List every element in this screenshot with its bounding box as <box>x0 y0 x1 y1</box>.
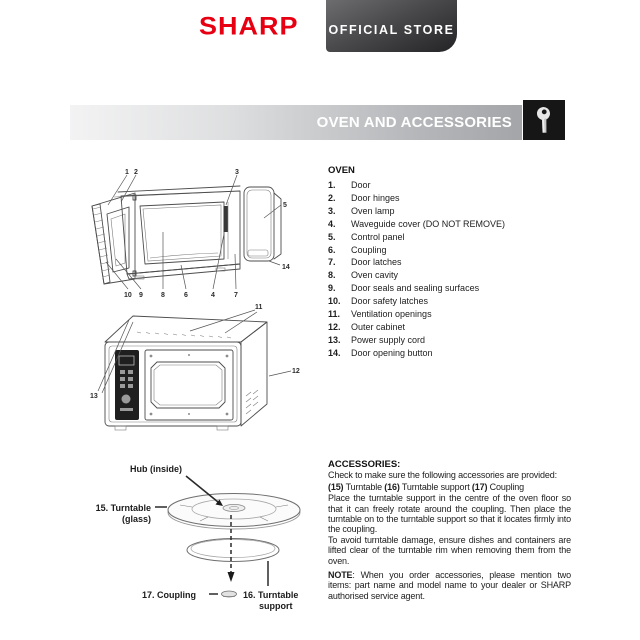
support-label: 16. Turntable <box>243 590 299 600</box>
turntable-label: 15. Turntable <box>95 503 151 513</box>
list-item: 14. Door opening button <box>328 347 433 358</box>
accessories-heading: ACCESSORIES: <box>328 459 401 470</box>
list-item: 3. Oven lamp <box>328 205 395 216</box>
callout-14: 14 <box>282 264 290 271</box>
control-panel-front <box>115 350 139 420</box>
list-item: 9. Door seals and sealing surfaces <box>328 283 480 294</box>
section-title-bar <box>70 105 522 140</box>
callout-10: 10 <box>124 292 132 299</box>
list-item: 2. Door hinges <box>328 192 400 203</box>
accessories-note: NOTE: When you order accessories, please mention two items: part name and model name to your dealer or SHARP authorised service agent. <box>328 570 571 601</box>
accessories-intro: Check to make sure the following accessories are provided: <box>328 470 557 481</box>
oven-heading: OVEN <box>328 165 355 176</box>
callout-11: 11 <box>255 304 263 311</box>
control-panel <box>244 187 281 261</box>
coupling-part <box>222 591 237 597</box>
key-icon <box>532 105 556 135</box>
open-oven-diagram <box>88 162 318 302</box>
callout-12: 12 <box>292 368 300 375</box>
list-item: 13. Power supply cord <box>328 334 426 345</box>
callout-2: 2 <box>134 169 138 176</box>
section-icon-tile <box>523 100 565 140</box>
accessories-paragraph: To avoid turntable damage, ensure dishes and containers are lifted clear of the turntable rim when removing them from the oven. <box>328 534 571 566</box>
callout-13: 13 <box>90 393 98 400</box>
turntable-glass <box>168 494 300 530</box>
door-front <box>145 350 233 420</box>
oven-parts-list <box>328 165 572 360</box>
official-store-label: OFFICIAL STORE <box>328 22 455 37</box>
accessories-section <box>328 460 571 601</box>
door-open <box>92 193 136 284</box>
accessories-paragraph: Place the turntable support in the centre of the oven floor so that it can freely rotate around the coupling. Then place the turntable on to the turntable support so that it locates firmly into the coupling. <box>328 493 571 535</box>
list-item: 8. Oven cavity <box>328 270 399 281</box>
closed-oven-diagram <box>85 300 315 450</box>
hub-label: Hub (inside) <box>130 464 182 474</box>
list-item: 12. Outer cabinet <box>328 321 406 332</box>
callout-1: 1 <box>125 169 129 176</box>
support-sublabel: support <box>259 601 293 611</box>
callout-7: 7 <box>234 292 238 299</box>
accessories-parts-line: (15) Turntable (16) Turntable support (17) Coupling <box>328 481 524 492</box>
callout-5: 5 <box>283 202 287 209</box>
callout-4: 4 <box>211 292 215 299</box>
sharp-logo: SHARP <box>199 12 299 40</box>
callout-9: 9 <box>139 292 143 299</box>
callout-6: 6 <box>184 292 188 299</box>
list-item: 4. Waveguide cover (DO NOT REMOVE) <box>328 218 506 229</box>
list-item: 11. Ventilation openings <box>328 309 432 320</box>
list-item: 6. Coupling <box>328 244 387 255</box>
list-item: 10. Door safety latches <box>328 296 429 307</box>
list-item: 5. Control panel <box>328 231 405 242</box>
callout-8: 8 <box>161 292 165 299</box>
list-item: 7. Door latches <box>328 257 402 268</box>
list-item: 1. Door <box>328 180 371 190</box>
official-store-badge <box>326 0 457 52</box>
section-title: OVEN AND ACCESSORIES <box>316 114 512 131</box>
coupling-label: 17. Coupling <box>142 590 196 600</box>
turntable-diagram <box>78 455 323 640</box>
callout-3: 3 <box>235 169 239 176</box>
turntable-sublabel: (glass) <box>121 514 151 524</box>
turntable-support-ring <box>187 539 279 562</box>
